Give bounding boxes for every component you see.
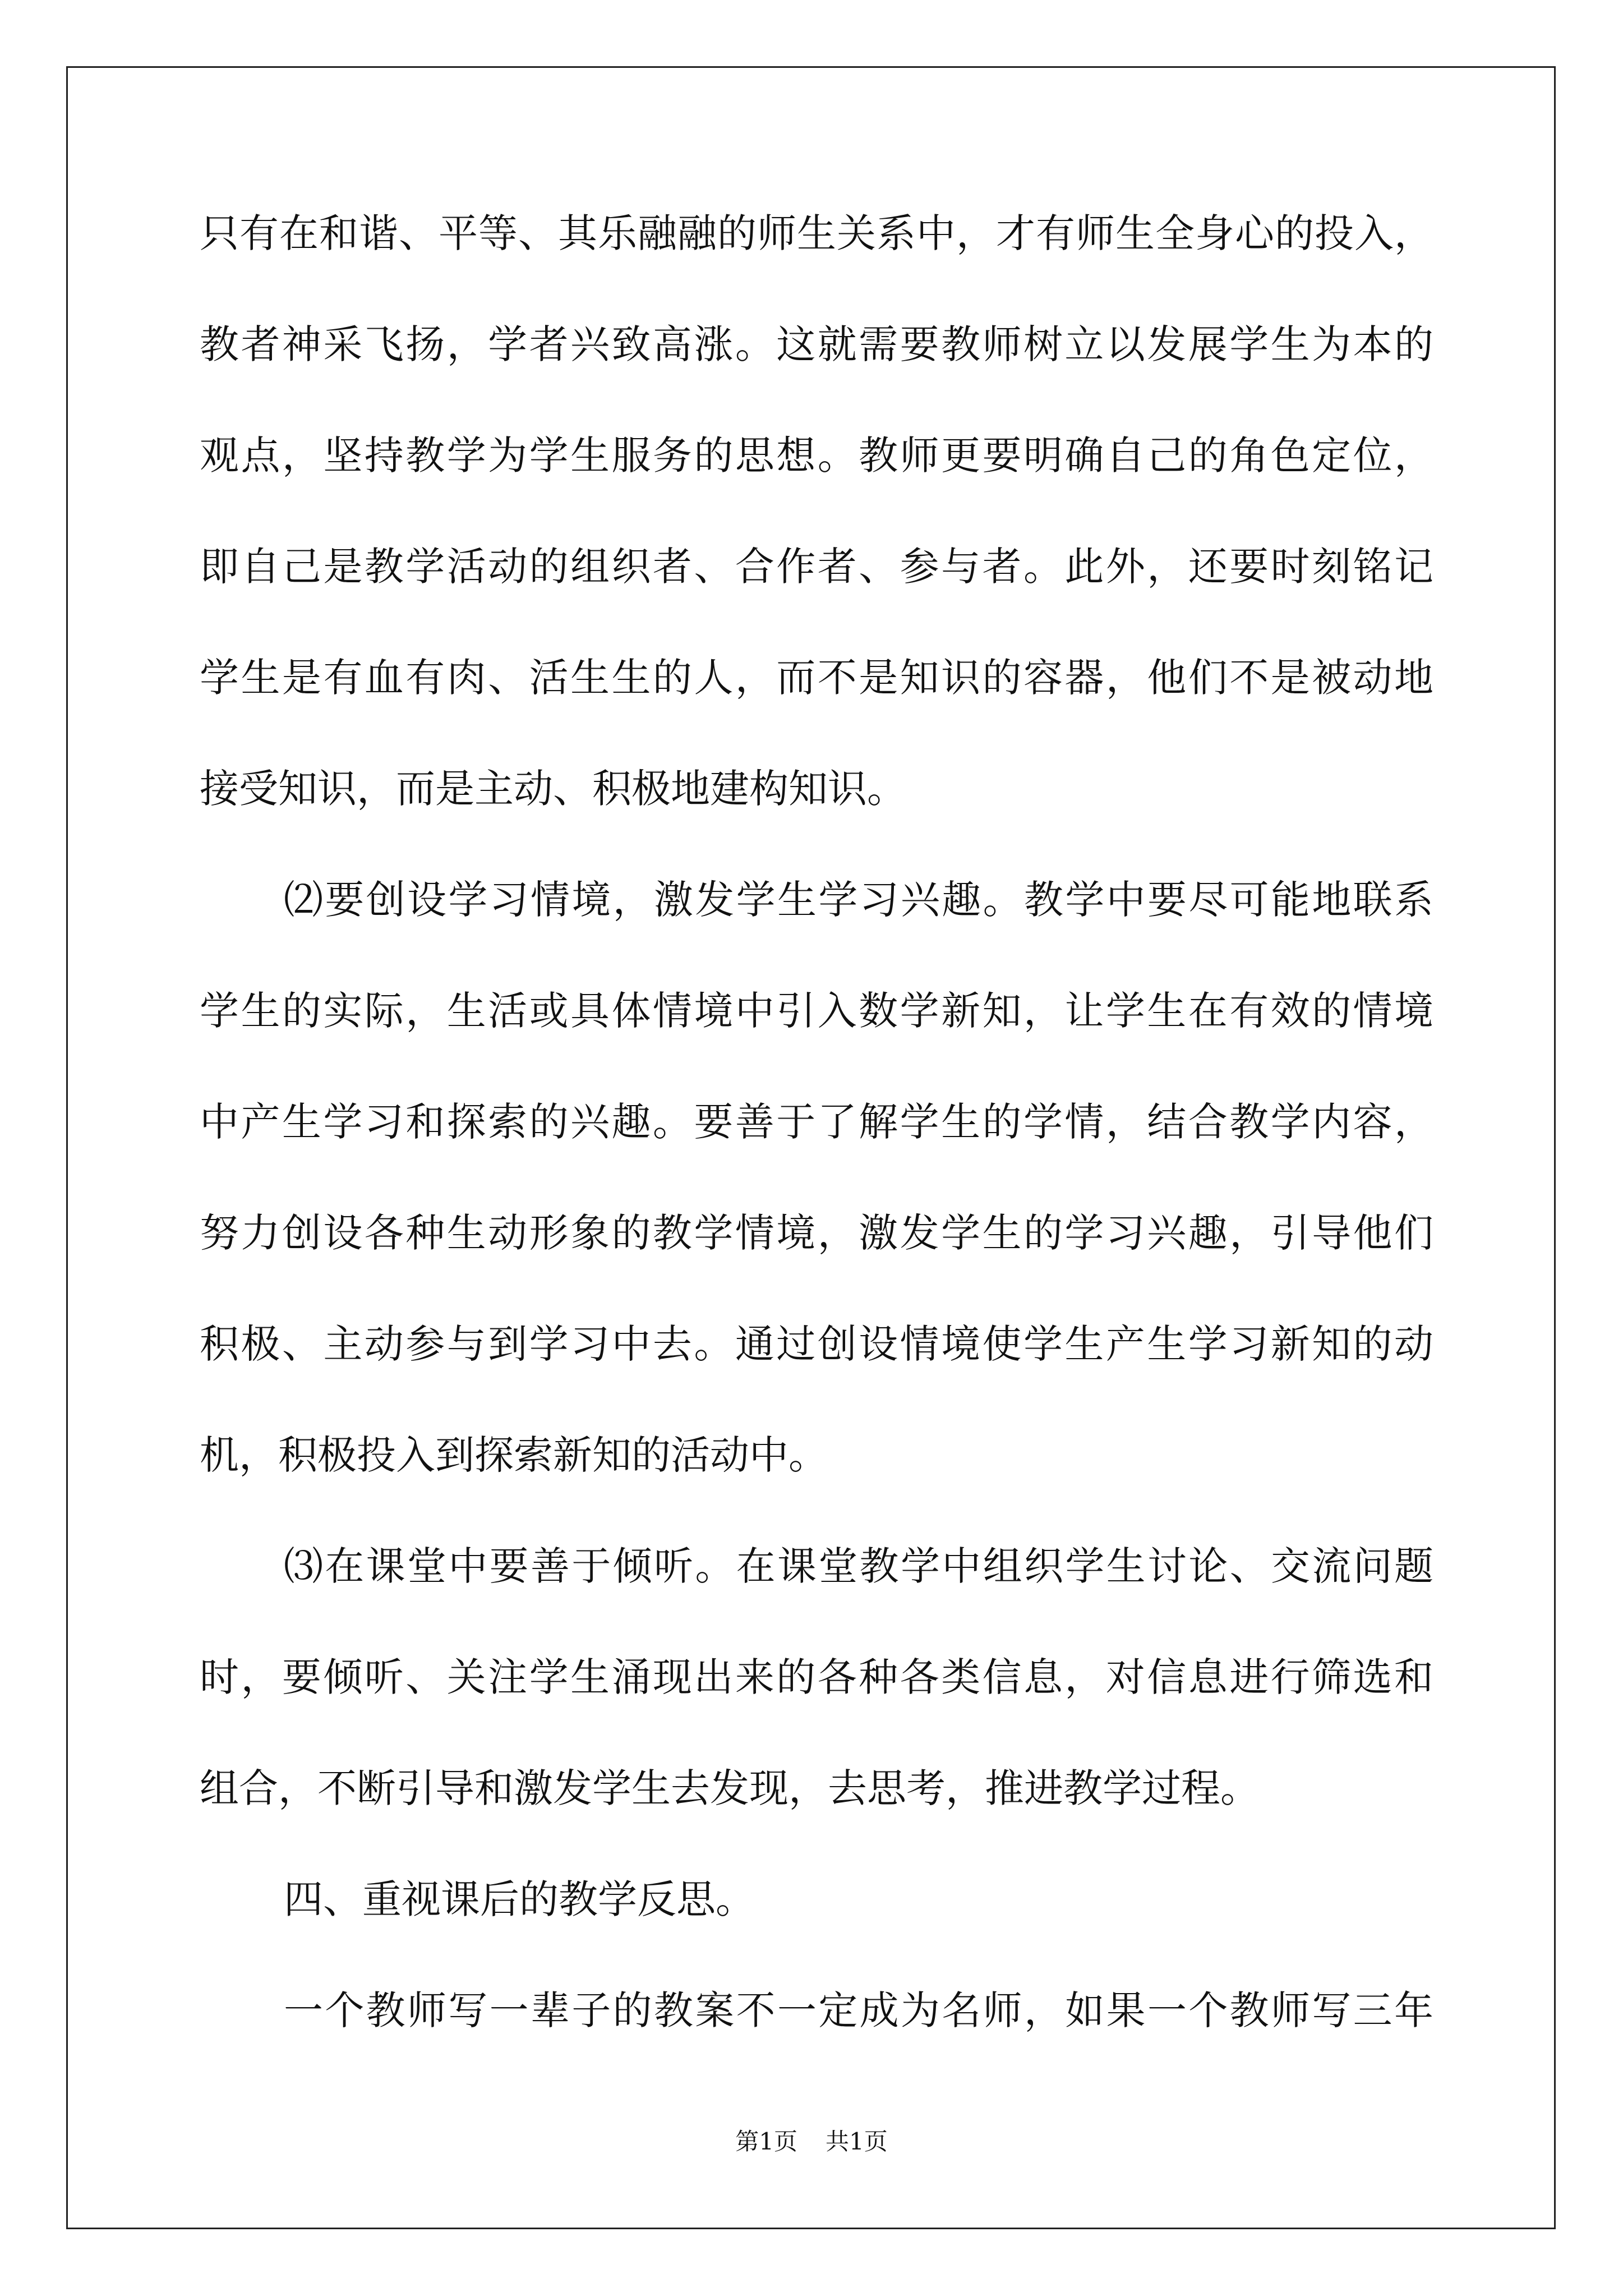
text-line: 组合，不断引导和激发学生去发现，去思考，推进教学过程。: [200, 1765, 1260, 1811]
text-line: 只有在和谐、平等、其乐融融的师生关系中，才有师生全身心的投入，: [200, 210, 1433, 256]
text-line: 时，要倾听、关注学生涌现出来的各种各类信息，对信息进行筛选和: [200, 1654, 1433, 1700]
text-line: 观点，坚持教学为学生服务的思想。教师更要明确自己的角色定位，: [200, 432, 1433, 478]
text-line: 即自己是教学活动的组织者、合作者、参与者。此外，还要时刻铭记: [200, 544, 1433, 590]
paragraph-start-line: 一个教师写一辈子的教案不一定成为名师，如果一个教师写三年: [284, 1987, 1433, 2033]
text-line: 积极、主动参与到学习中去。通过创设情境使学生产生学习新知的动: [200, 1321, 1433, 1367]
page-total: 共1页: [826, 2128, 888, 2155]
section-heading: 四、重视课后的教学反思。: [284, 1876, 755, 1922]
paragraph-start-line: ⑵要创设学习情境，激发学生学习兴趣。教学中要尽可能地联系: [284, 877, 1433, 923]
page-number: 第1页: [735, 2128, 797, 2155]
text-line: 接受知识，而是主动、积极地建构知识。: [200, 766, 906, 812]
text-line: 机，积极投入到探索新知的活动中。: [200, 1432, 828, 1478]
text-line: 教者神采飞扬，学者兴致高涨。这就需要教师树立以发展学生为本的: [200, 321, 1433, 367]
text-line: 中产生学习和探索的兴趣。要善于了解学生的学情，结合教学内容，: [200, 1099, 1433, 1145]
paragraph-start-line: ⑶在课堂中要善于倾听。在课堂教学中组织学生讨论、交流问题: [284, 1543, 1433, 1589]
text-line: 学生的实际，生活或具体情境中引入数学新知，让学生在有效的情境: [200, 988, 1433, 1034]
text-line: 努力创设各种生动形象的教学情境，激发学生的学习兴趣，引导他们: [200, 1210, 1433, 1256]
page-footer: [0, 2123, 1623, 2157]
text-line: 学生是有血有肉、活生生的人，而不是知识的容器，他们不是被动地: [200, 655, 1433, 701]
